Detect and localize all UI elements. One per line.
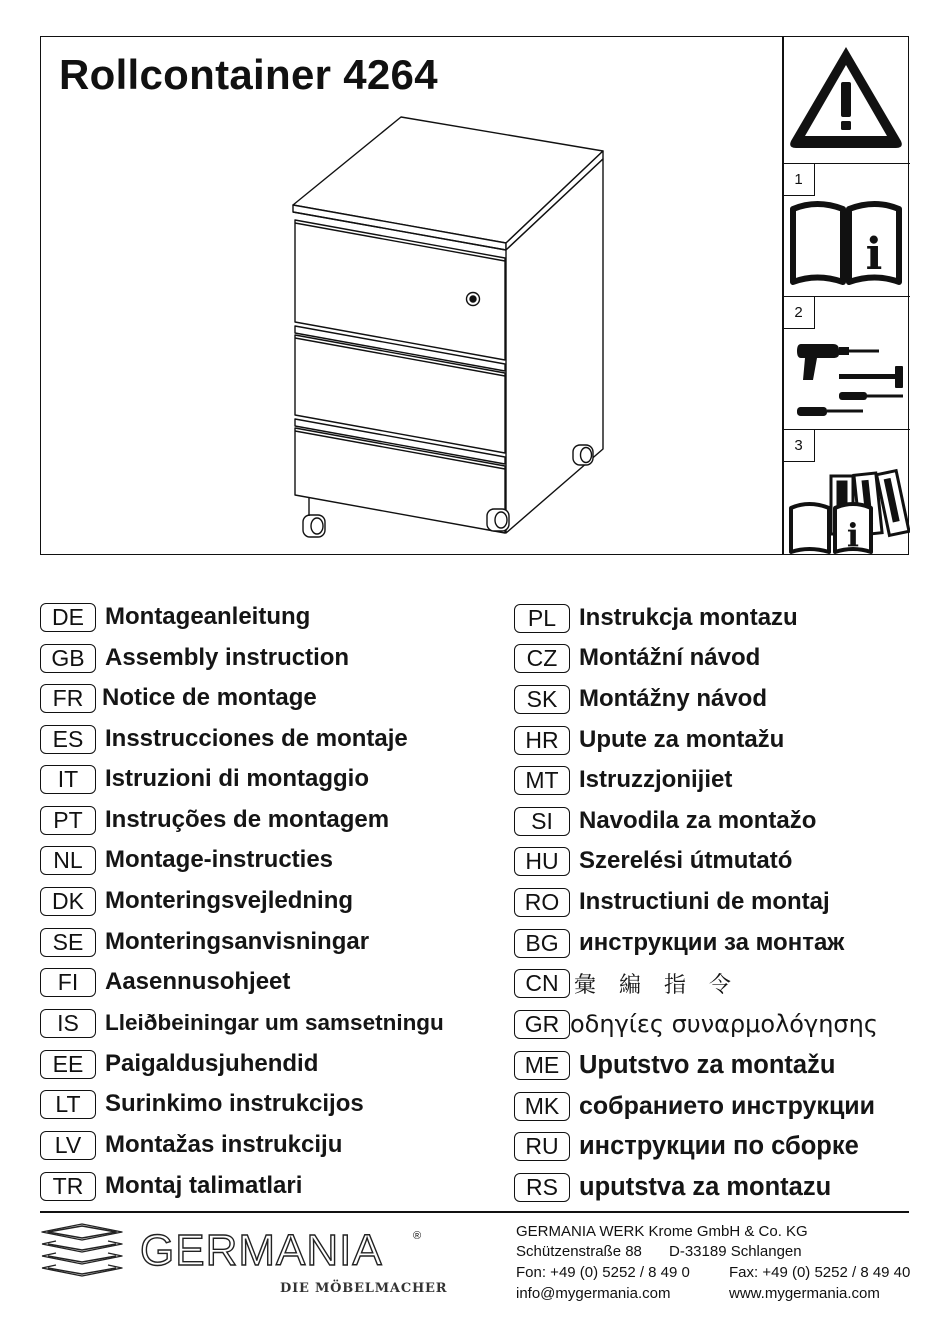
step-cell-1 [783, 163, 910, 296]
company-name: GERMANIA WERK Krome GmbH & Co. KG [516, 1223, 808, 1240]
svg-text:i: i [846, 516, 860, 554]
footer-divider [40, 1211, 909, 1213]
language-title: Monteringsanvisningar [105, 928, 370, 955]
language-row-me [514, 1048, 835, 1082]
language-code: IS [40, 1009, 96, 1038]
step-number: 3 [783, 430, 815, 462]
manual-info-icon [783, 197, 910, 297]
language-title: собранието инструкции [579, 1091, 876, 1120]
language-row-ro [514, 885, 830, 919]
language-title: инструкции по сборке [579, 1131, 859, 1160]
brand-tagline: DIE MÖBELMACHER [280, 1281, 448, 1296]
language-code: SE [40, 928, 96, 957]
language-title: Istruzioni di montaggio [105, 765, 369, 792]
language-title: Montažas instrukciju [105, 1131, 343, 1158]
step-cell-3 [783, 429, 910, 556]
language-code: BG [514, 929, 570, 958]
language-row-cz [514, 641, 760, 675]
language-title: Instruções de montagem [105, 806, 390, 833]
rollcontainer-illustration [281, 113, 611, 543]
language-row-gb [40, 641, 349, 675]
language-code: DK [40, 887, 96, 916]
company-street: Schützenstraße 88 [516, 1243, 642, 1260]
language-title: Lleiðbeiningar um samsetningu [105, 1010, 444, 1035]
language-row-fr [40, 681, 317, 715]
caster-front-left [303, 497, 325, 537]
language-title: Instructiuni de montaj [579, 888, 830, 915]
language-code: RU [514, 1132, 570, 1161]
language-code: TR [40, 1172, 96, 1201]
company-fax: Fax: +49 (0) 5252 / 8 49 40 [729, 1264, 911, 1281]
language-title: инструкции за монтаж [579, 929, 845, 956]
language-title: Surinkimo instrukcijos [105, 1090, 364, 1117]
language-title: 彙 編 指 令 [574, 972, 739, 998]
language-code: GR [514, 1010, 570, 1039]
germania-logo-icon [40, 1222, 124, 1280]
warning-cell [783, 37, 910, 163]
language-code: MT [514, 766, 570, 795]
tools-icon [783, 330, 910, 430]
language-title: Monteringsvejledning [105, 887, 354, 914]
company-email[interactable]: info@mygermania.com [516, 1285, 671, 1302]
language-title: Montaj talimatlari [105, 1172, 303, 1199]
language-code: LT [40, 1090, 96, 1119]
language-row-pl [514, 601, 798, 635]
company-city: D-33189 Schlangen [669, 1243, 802, 1260]
language-code: HR [514, 726, 570, 755]
language-row-tr [40, 1169, 302, 1203]
language-title: Montážny návod [579, 685, 768, 712]
step-number: 1 [783, 164, 815, 196]
brand-name: GERMANIA [140, 1226, 383, 1275]
language-row-cn [514, 966, 739, 1000]
language-title: Notice de montage [102, 684, 317, 711]
language-title: Assembly instruction [105, 644, 350, 671]
cover-frame [40, 36, 909, 555]
language-title: οδηγίες συναρμολόγησης [570, 1010, 878, 1038]
language-code: DE [40, 603, 96, 632]
language-row-sk [514, 682, 767, 716]
language-row-hr [514, 723, 784, 757]
language-code: MK [514, 1092, 570, 1121]
language-row-it [40, 762, 369, 796]
language-title: Instrukcja montazu [579, 604, 798, 631]
language-row-se [40, 925, 369, 959]
language-row-lv [40, 1128, 342, 1162]
language-code: NL [40, 846, 96, 875]
language-code: ME [514, 1051, 570, 1080]
language-code: PT [40, 806, 96, 835]
screwdriver-icon [839, 392, 903, 400]
product-title: Rollcontainer 4264 [59, 51, 438, 98]
language-title: Szerelési útmutató [579, 847, 793, 874]
company-website[interactable]: www.mygermania.com [729, 1285, 880, 1302]
step-cell-2 [783, 296, 910, 429]
language-row-bg [514, 926, 844, 960]
warning-triangle-icon [783, 37, 910, 163]
language-code: SI [514, 807, 570, 836]
language-code: LV [40, 1131, 96, 1160]
language-code: FI [40, 968, 96, 997]
language-code: PL [514, 604, 570, 633]
language-title: Upute za montažu [579, 726, 785, 753]
language-code: RO [514, 888, 570, 917]
language-row-fi [40, 965, 290, 999]
language-code: GB [40, 644, 96, 673]
language-row-is [40, 1006, 444, 1040]
language-title: Navodila za montažo [579, 807, 817, 834]
language-title: Istruzzjonijiet [579, 766, 733, 793]
language-row-mk [514, 1089, 875, 1123]
language-row-ee [40, 1047, 318, 1081]
language-title: Montážní návod [579, 644, 761, 671]
language-row-ru [514, 1129, 859, 1163]
language-code: RS [514, 1173, 570, 1202]
svg-text:i: i [865, 229, 883, 280]
language-row-dk [40, 884, 353, 918]
company-phone: Fon: +49 (0) 5252 / 8 49 0 [516, 1264, 690, 1281]
binders-manual-icon [783, 460, 910, 555]
language-code: CN [514, 969, 570, 998]
language-code: ES [40, 725, 96, 754]
language-row-hu [514, 844, 792, 878]
language-row-es [40, 722, 408, 756]
language-row-si [514, 804, 816, 838]
language-code: EE [40, 1050, 96, 1079]
registered-mark: ® [413, 1230, 422, 1242]
language-code: HU [514, 847, 570, 876]
language-row-lt [40, 1087, 364, 1121]
language-row-de [40, 600, 310, 634]
language-row-mt [514, 763, 732, 797]
language-row-gr [514, 1007, 878, 1041]
language-title: Paigaldusjuhendid [105, 1050, 319, 1077]
language-row-nl [40, 843, 333, 877]
step-number: 2 [783, 297, 815, 329]
language-title: Aasennusohjeet [105, 968, 291, 995]
language-row-pt [40, 803, 389, 837]
language-code: SK [514, 685, 570, 714]
language-title: uputstva za montazu [579, 1172, 832, 1201]
language-code: CZ [514, 644, 570, 673]
language-title: Montageanleitung [105, 603, 311, 630]
language-title: Uputstvo za montažu [579, 1050, 836, 1079]
language-title: Montage-instructies [105, 846, 334, 873]
language-title: Insstrucciones de montaje [105, 725, 408, 752]
language-code: FR [40, 684, 96, 713]
language-row-rs [514, 1170, 831, 1204]
hammer-icon [839, 366, 903, 388]
language-code: IT [40, 765, 96, 794]
